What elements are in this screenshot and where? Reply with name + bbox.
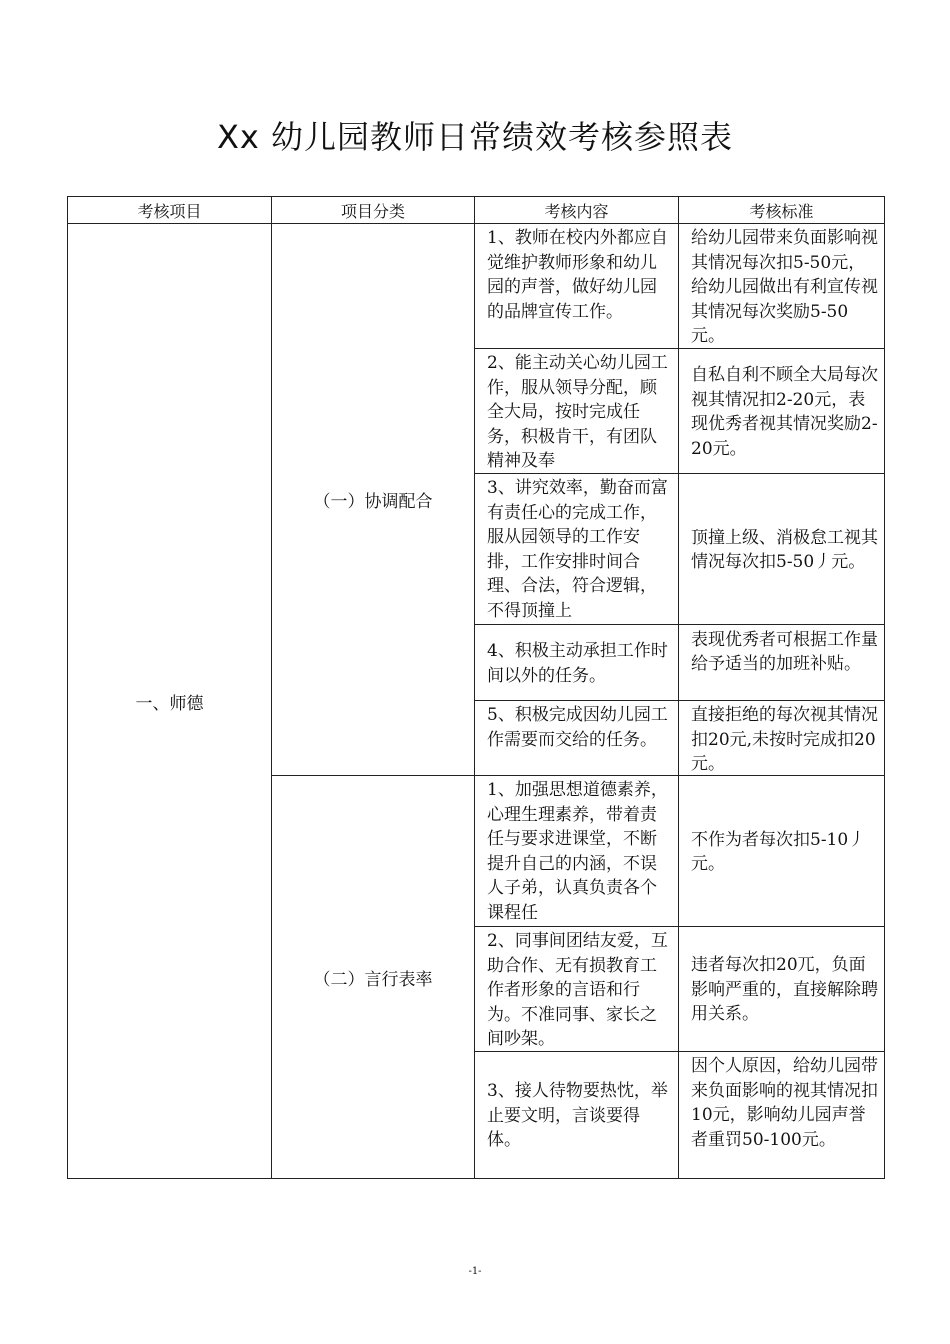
content-cell: 3、讲究效率，勤奋而富有责任心的完成工作，服从园领导的工作安排，工作安排时间合理、合法，符合逻辑，不得顶撞上 [487, 478, 668, 621]
standard-cell: 违者每次扣20兀，负面影响严重的，直接解除聘用关系。 [691, 955, 878, 1025]
page-title: Xx 幼儿园教师日常绩效考核参照表 [216, 118, 734, 156]
content-cell: 2、同事间团结友爱，互助合作、无有损教育工作者形象的言语和行为。不准同事、家长之间吵架。 [487, 931, 668, 1049]
subcategory-cell: （一）协调配合 [272, 224, 475, 776]
category-cell: 一、师德 [68, 224, 272, 1179]
header-cell: 考核标准 [679, 197, 885, 224]
header-cell: 考核项目 [68, 197, 272, 224]
subcategory-cell: （二）言行表率 [272, 776, 475, 1179]
table-header-row [68, 197, 885, 224]
content-cell: 4、积极主动承担工作时间以外的任务。 [487, 641, 668, 686]
standard-cell: 因个人原因，给幼儿园带来负面影响的视其情况扣10元，影响幼儿园声誉者重罚50-100元。 [691, 1056, 878, 1150]
content-cell: 1、加强思想道德素养，心理生理素养，带着责任与要求进课堂，不断提升自己的内涵，不误人子弟，认真负责各个课程任 [487, 780, 668, 923]
header-cell: 考核内容 [475, 197, 679, 224]
standard-cell: 顶撞上级、消极怠工视其情况每次扣5-50丿元。 [691, 527, 878, 572]
standard-cell: 给幼儿园带来负面影响视其情况每次扣5-50元，给幼儿园做出有利宣传视其情况每次奖励5-50元。 [691, 228, 878, 346]
standard-cell: 表现优秀者可根据工作量给予适当的加班补贴。 [691, 629, 878, 674]
assessment-table [67, 196, 885, 1179]
header-cell: 项目分类 [272, 197, 475, 224]
standard-cell: 直接拒绝的每次视其情况扣20元,未按时完成扣20元。 [691, 705, 878, 774]
content-cell: 1、教师在校内外都应自觉维护教师形象和幼儿园的声誉，做好幼儿园的品牌宣传工作。 [487, 228, 668, 322]
standard-cell: 不作为者每次扣5-10丿元。 [691, 829, 866, 874]
content-cell: 5、积极完成因幼儿园工作需要而交给的任务。 [487, 705, 668, 750]
content-cell: 2、能主动关心幼儿园工作，服从领导分配，顾全大局，按时完成任务，积极肯干，有团队精神及奉 [487, 353, 668, 471]
table-row [68, 224, 885, 349]
page-number: -1- [468, 1266, 482, 1277]
content-cell: 3、接人待物要热忱，举止要文明，言谈要得体。 [487, 1081, 668, 1151]
standard-cell: 自私自利不顾全大局每次视其情况扣2-20元，表现优秀者视其情况奖励2-20元。 [691, 365, 878, 459]
